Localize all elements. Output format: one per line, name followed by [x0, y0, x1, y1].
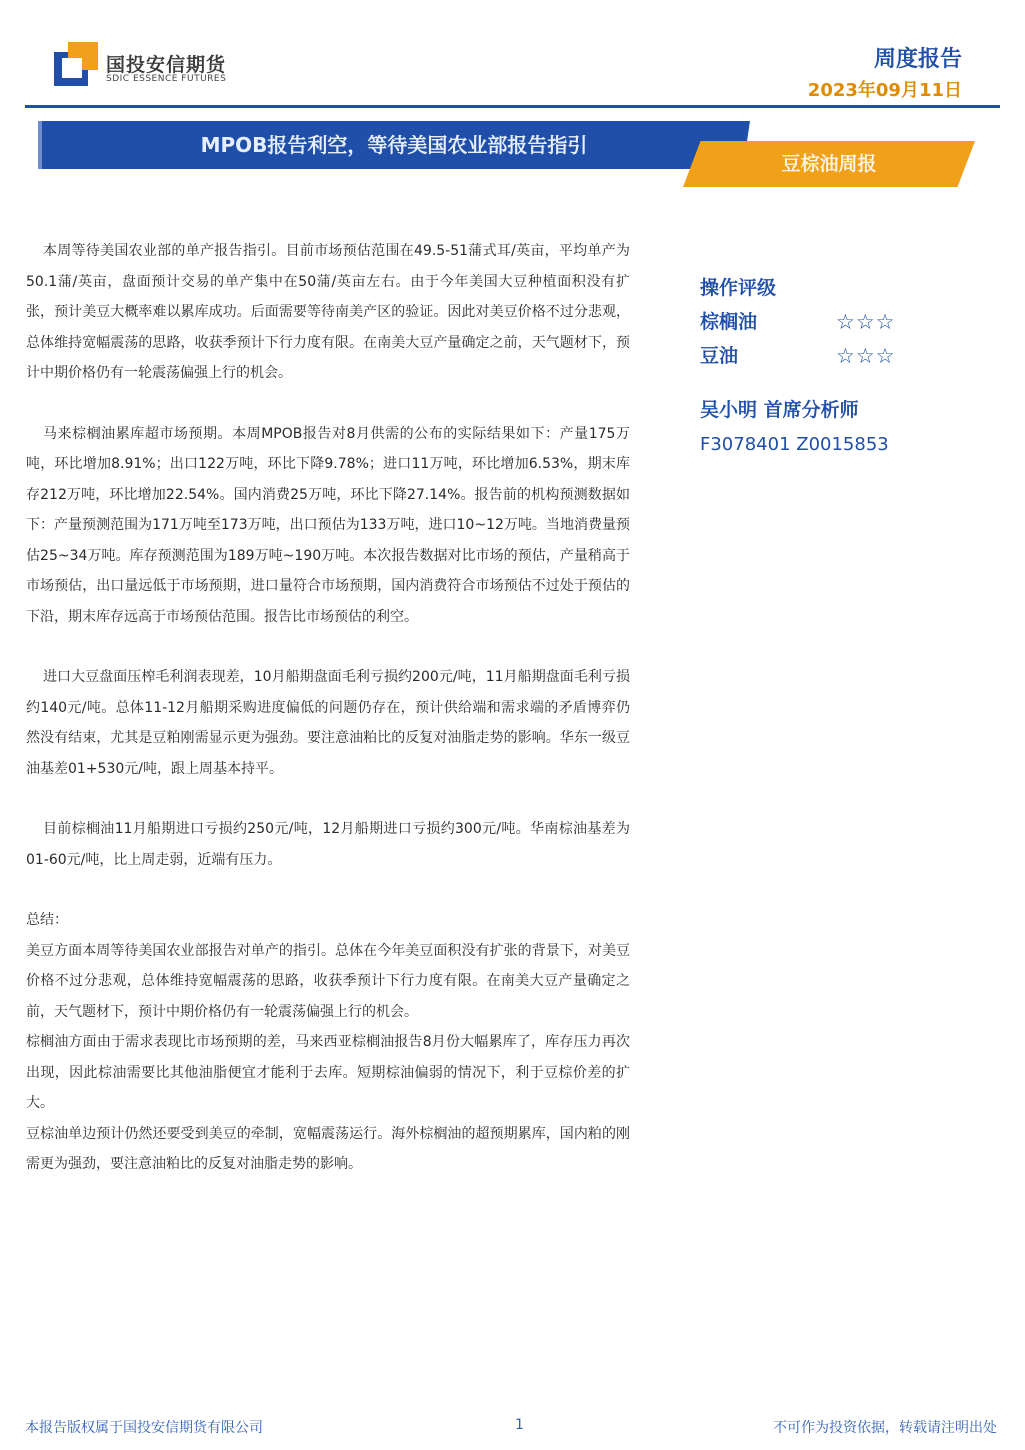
analyst-license: F3078401 Z0015853: [700, 434, 889, 455]
company-logo: [54, 40, 244, 90]
paragraph-crush-margin: 进口大豆盘面压榨毛利润表现差，10月船期盘面毛利亏损约200元/吨，11月船期盘面毛利亏损约140元/吨。总体11-12月船期采购进度偏低的问题仍存在，预计供给端和需求端的矛盾博弈仍然没有结束，尤其是豆粕刚需显示更为强劲。要注意油粕比的反复对油脂走势的影响。华东一级豆油基差01+530元/吨，跟上周基本持平。: [26, 669, 630, 777]
page-number: 1: [515, 1417, 524, 1433]
analyst-name: 吴小明 首席分析师: [700, 399, 859, 421]
report-subtitle: 豆棕油周报: [781, 153, 877, 175]
star-rating-icon: ☆☆☆: [836, 344, 896, 368]
summary-item-palm: 棕榈油方面由于需求表现比市场预期的差，马来西亚棕榈油报告8月份大幅累库了，库存压力再次出现，因此棕油需要比其他油脂便宜才能利于去库。短期棕油偏弱的情况下，利于豆棕价差的扩大。: [26, 1034, 630, 1111]
rating-name: 棕榈油: [700, 311, 758, 333]
header-divider: [25, 105, 1000, 108]
page-footer: [25, 1417, 997, 1439]
rating-row-palm-oil: [700, 307, 990, 341]
rating-heading: 操作评级: [700, 277, 777, 299]
paragraph-soybean: 本周等待美国农业部的单产报告指引。目前市场预估范围在49.5-51蒲式耳/英亩，平均单产为50.1蒲/英亩，盘面预计交易的单产集中在50蒲/英亩左右。由于今年美国大豆种植面积没有扩张，预计美豆大概率难以累库成功。后面需要等待南美产区的验证。因此对美豆价格不过分悲观，总体维持宽幅震荡的思路，收获季预计下行力度有限。在南美大豆产量确定之前，天气题材下，预计中期价格仍有一轮震荡偏强上行的机会。: [26, 243, 630, 381]
logo-mark-icon: [54, 42, 98, 86]
rating-name: 豆油: [700, 345, 739, 367]
sidebar: [700, 273, 990, 461]
star-rating-icon: ☆☆☆: [836, 310, 896, 334]
disclaimer-notice: 不可作为投资依据，转载请注明出处: [773, 1420, 997, 1436]
copyright-notice: 本报告版权属于国投安信期货有限公司: [25, 1420, 263, 1436]
report-date: 2023年09月11日: [807, 80, 962, 101]
logo-text-cn: 国投安信期货: [106, 54, 227, 76]
summary-heading: 总结：: [26, 912, 68, 928]
paragraph-palm-oil: 马来棕榈油累库超市场预期。本周MPOB报告对8月供需的公布的实际结果如下：产量175万吨，环比增加8.91%；出口122万吨，环比下降9.78%；进口11万吨，环比增加6.53%，期末库存212万吨，环比增加22.54%。国内消费25万吨，环比下降27.14%。报告前的机构预测数据如下：产量预测范围为171万吨至173万吨，出口预估为133万吨，进口10~12万吨。当地消费量预估25~34万吨。库存预测范围为189万吨~190万吨。本次报告数据对比市场的预估，产量稍高于市场预估，出口量远低于市场预期，进口量符合市场预期，国内消费符合市场预估不过处于预估的下沿，期末库存远高于市场预估范围。报告比市场预估的利空。: [26, 425, 630, 625]
rating-row-soybean-oil: [700, 341, 990, 375]
paragraph-import-loss: 目前棕榈油11月船期进口亏损约250元/吨，12月船期进口亏损约300元/吨。华南棕油基差为01-60元/吨，比上周走弱，近端有压力。: [26, 821, 630, 868]
logo-text-en: SDIC ESSENCE FUTURES: [106, 74, 227, 84]
report-type: 周度报告: [873, 47, 962, 72]
report-body: [26, 236, 630, 1180]
report-title: MPOB报告利空，等待美国农业部报告指引: [200, 133, 588, 157]
summary-item-outlook: 豆棕油单边预计仍然还要受到美豆的牵制，宽幅震荡运行。海外棕榈油的超预期累库，国内粕的刚需更为强劲，要注意油粕比的反复对油脂走势的影响。: [26, 1125, 630, 1172]
summary-item-soybean: 美豆方面本周等待美国农业部报告对单产的指引。总体在今年美豆面积没有扩张的背景下，对美豆价格不过分悲观，总体维持宽幅震荡的思路，收获季预计下行力度有限。在南美大豆产量确定之前，天气题材下，预计中期价格仍有一轮震荡偏强上行的机会。: [26, 942, 630, 1020]
